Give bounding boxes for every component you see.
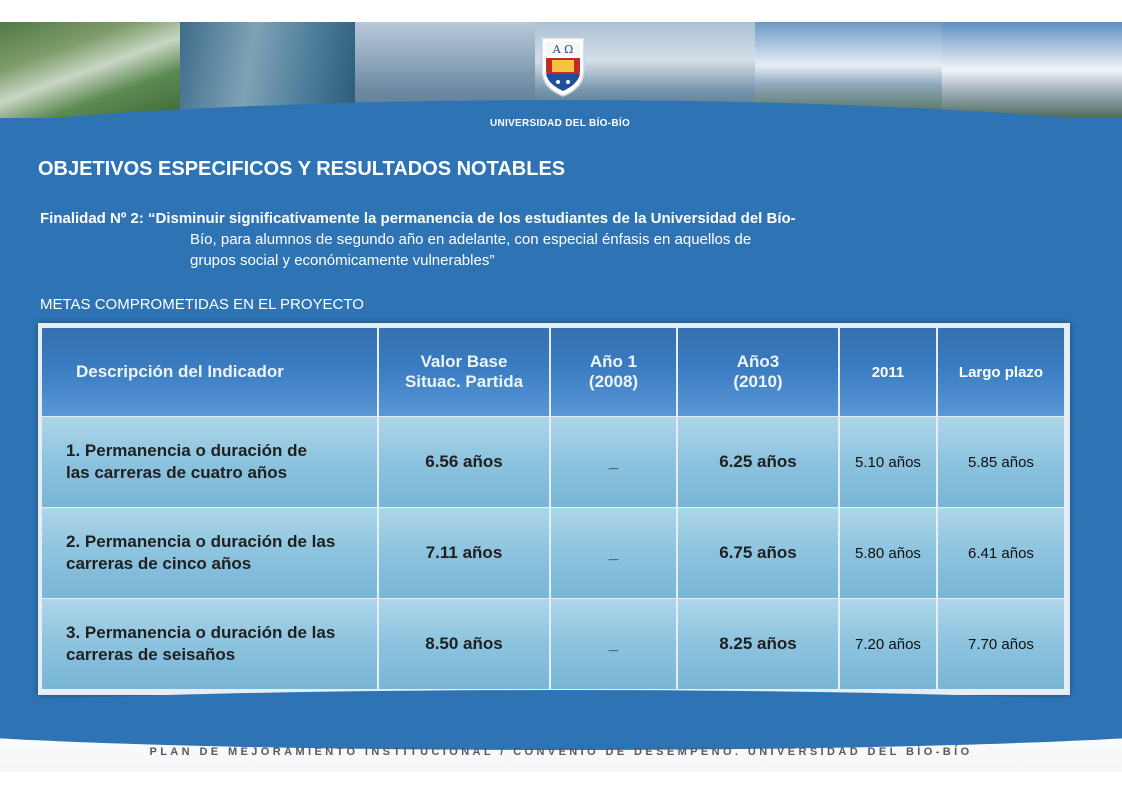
row-ano3: 6.25 años xyxy=(678,417,838,507)
header-ano3: Año3 (2010) xyxy=(678,328,838,416)
row-2011: 7.20 años xyxy=(840,599,936,689)
metas-label: METAS COMPROMETIDAS EN EL PROYECTO xyxy=(40,296,364,313)
finalidad-text xyxy=(40,208,1000,271)
header-descripcion: Descripción del Indicador xyxy=(42,328,377,416)
crest-letters: A Ω xyxy=(552,43,574,56)
row-largo-plazo: 7.70 años xyxy=(938,599,1064,689)
header-largo-plazo: Largo plazo xyxy=(938,328,1064,416)
finalidad-line-1: Finalidad Nº 2: “Disminuir significativamente la permanencia de los estudiantes de la Universidad del Bío- xyxy=(40,210,796,227)
row-description: 1. Permanencia o duración de las carreras de cuatro años xyxy=(42,417,377,507)
university-name: UNIVERSIDAD DEL BÍO-BÍO xyxy=(489,118,631,129)
row-ano1: _ xyxy=(551,508,676,598)
university-crest-icon xyxy=(538,36,588,98)
footer-arc xyxy=(0,690,1122,750)
row-largo-plazo: 6.41 años xyxy=(938,508,1064,598)
footer-text: PLAN DE MEJORAMIENTO INSTITUCIONAL / CONVENIO DE DESEMPEÑO. UNIVERSIDAD DEL BÍO-BÍO xyxy=(149,746,973,758)
row-description: 2. Permanencia o duración de las carreras de cinco años xyxy=(42,508,377,598)
row-largo-plazo: 5.85 años xyxy=(938,417,1064,507)
row-ano1: _ xyxy=(551,599,676,689)
row-2011: 5.10 años xyxy=(840,417,936,507)
row-ano3: 6.75 años xyxy=(678,508,838,598)
table-row xyxy=(42,417,1064,507)
table-header-row xyxy=(42,328,1064,416)
row-2011: 5.80 años xyxy=(840,508,936,598)
finalidad-line-3: grupos social y económicamente vulnerables” xyxy=(190,252,495,269)
row-description: 3. Permanencia o duración de las carreras de seisaños xyxy=(42,599,377,689)
header-2011: 2011 xyxy=(840,328,936,416)
indicator-table xyxy=(38,323,1070,695)
row-ano1: _ xyxy=(551,417,676,507)
slide xyxy=(0,22,1122,772)
finalidad-line-2: Bío, para alumnos de segundo año en adelante, con especial énfasis en aquellos de xyxy=(190,231,752,248)
header-valor-base: Valor Base Situac. Partida xyxy=(379,328,549,416)
table-row xyxy=(42,508,1064,598)
table-row xyxy=(42,599,1064,689)
page-title: OBJETIVOS ESPECIFICOS Y RESULTADOS NOTABLES xyxy=(38,158,566,180)
header-ano1: Año 1 (2008) xyxy=(551,328,676,416)
photo-volcano xyxy=(942,22,1122,118)
row-ano3: 8.25 años xyxy=(678,599,838,689)
photo-forest xyxy=(0,22,180,118)
row-valor-base: 7.11 años xyxy=(379,508,549,598)
row-valor-base: 6.56 años xyxy=(379,417,549,507)
row-valor-base: 8.50 años xyxy=(379,599,549,689)
